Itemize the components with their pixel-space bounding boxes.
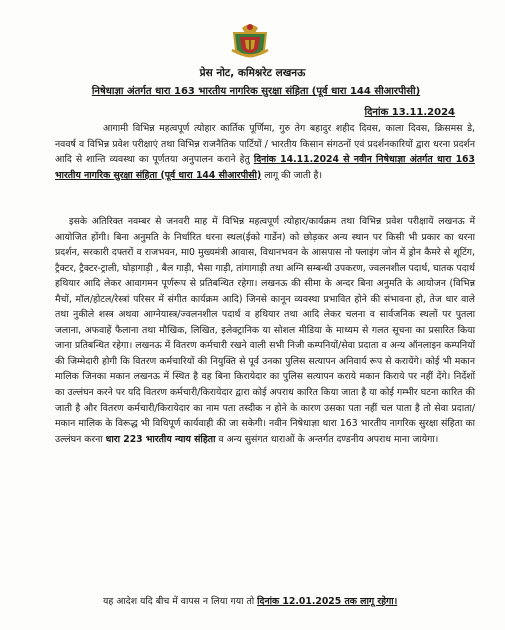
paragraph-text: व अन्य सुसंगत धाराओं के अन्तर्गत दण्डनीय अपराध माना जायेगा। (215, 433, 439, 445)
penal-section-clause: धारा 223 भारतीय न्याय संहिता (105, 433, 216, 445)
paragraph-text: आगामी विभिन्न महत्वपूर्ण त्योहार कार्तिक पूर्णिमा, गुरु तेग बहादुर शहीद दिवस, काला दिवस, क्रिसमस डे, नववर्ष व विभिन्न प्रवेश परीक्षाएं तथा विभिन्न राजनैतिक पार्टियों / भारतीय किसान संगठनों एवं प्रदर्शनकारियों द्वारा धरना प्रदर्शन आदि से शान्ति व्यवस्था का पूर्णतया अनुपालन कराने हेतु (55, 123, 475, 166)
paragraph-text: इसके अतिरिक्त नवम्बर से जनवरी माह में विभिन्न महत्वपूर्ण त्योहार/कार्यक्रम तथा विभिन्न प्रवेश परीक्षायें लखनऊ में आयोजित होंगी। बिना अनुमति के निर्धारित धरना स्थल(ईको गार्डेन) को छोड़कर अन्य स्थान पर किसी भी प्रकार का धरना प्रदर्शन, सरकारी दफ्तरों व राजभवन, मा0 मुख्यमंत्री आवास, विधानभवन के आसपास नो फ्लाइंग जोन में ड्रोन कैमरे से शूटिंग, ट्रैक्टर, ट्रैक्टर-ट्राली, घोड़ागाड़ी , बैल गाड़ी, भैसा गाड़ी, तांगागाड़ी तथा अग्नि सम्बन्धी उपकरण, ज्वलनशील पदार्थ, घातक पदार्थ हथियार आदि लेकर आवागमन पूर्णरूप से प्रतिबन्धित रहेगा। लखनऊ की सीमा के अन्दर बिना अनुमति के आयोजन (विभिन्न मैचों, मॉल/होटल/रेस्त्रां परिसर में संगीत कार्यक्रम आदि) जिनसे कानून व्यवस्था प्रभावित होने की संभावना हो, तेज धार वाले तथा नुकीले शस्त्र अथवा आग्नेयास्त्र/ज्वलनशील पदार्थ व हथियार तथा आदि लेकर चलना व सार्वजनिक स्थलों पर पुतला जलाना, अफवाहें फैलाना तथा मौखिक, लिखित, इलेक्ट्रानिक या सोशल मीडिया के माध्यम से गलत सूचना का प्रसारित किया जाना प्रतिबन्धित रहेगा। लखनऊ में वितरण कर्मचारी रखने वाली सभी निजी कम्पनियों/सेवा प्रदाता व अन्य ऑनलाइन कम्पनियों की जिम्मेदारी होगी कि वितरण कर्मचारियों की नियुक्ति से पूर्व उनका पुलिस सत्यापन अनिवार्य रूप से करायेंगे। कोई भी मकान मालिक जिनका मकान लखनऊ में स्थित है वह बिना किरायेदार का पुलिस सत्यापन कराये मकान किराये पर नहीं देंगे। निर्देशों का उल्लंघन करने पर यदि वितरण कर्मचारी/किरायेदार द्वारा कोई अपराध कारित किया जाता है या कोई गम्भीर घटना कारित की जाती है और वितरण कर्मचारी/किरायेदार का नाम पता तस्दीक न होने के कारण उसका पता नहीं चल पाता है तो सेवा प्रदाता/मकान मालिक के विरूद्ध भी विधिपूर्ण कार्यवाही की जा सकेगी। नवीन निषेधाज्ञा धारा 163 भारतीय नागरिक सुरक्षा संहिता का उल्लंघन करना (55, 216, 475, 445)
paragraph-validity (55, 594, 475, 610)
paragraph-restrictions (55, 214, 475, 447)
press-note-title: प्रेस नोट, कमिश्नरेट लखनऊ (199, 67, 306, 79)
validity-date-clause: दिनांक 12.01.2025 तक लागू रहेगा। (257, 596, 398, 607)
effective-date-clause: दिनांक 14.11.2024 से नवीन निषेधाज्ञा अंतर्गत धारा 163 भारतीय नागरिक सुरक्षा संहिता (पूर्व धारा 144 सीआरपीसी) (55, 154, 475, 181)
issue-date: दिनांक 13.11.2024 (364, 107, 455, 118)
paragraph-text: लागू की जाती है। (261, 169, 323, 181)
paragraph-festivals (55, 121, 475, 183)
order-subject: निषेधाज्ञा अंतर्गत धारा 163 भारतीय नागरिक सुरक्षा संहिता (पूर्व धारा 144 सीआरपीसी) (91, 86, 421, 97)
paragraph-text: यह आदेश यदि बीच में वापस न लिया गया तो (103, 596, 258, 607)
uttar-pradesh-police-emblem-icon (228, 20, 272, 64)
